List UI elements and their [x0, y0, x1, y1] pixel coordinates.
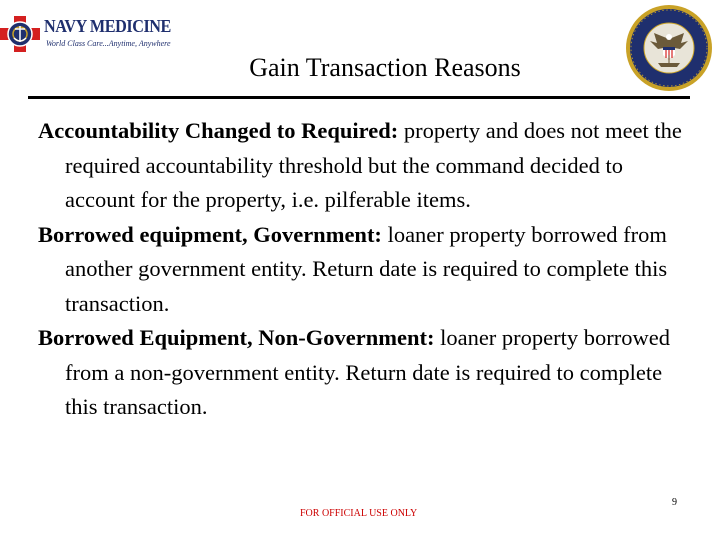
slide-body	[38, 114, 688, 425]
red-cross-anchor-icon	[0, 16, 40, 52]
entry-description: loaner property borrowed from a non-government entity. Return date is required to complete this transaction.	[65, 325, 670, 419]
title-divider	[28, 96, 690, 99]
navy-medicine-logo	[0, 4, 171, 54]
logo-wordmark: NAVY MEDICINE	[44, 16, 171, 36]
list-item	[38, 218, 688, 322]
entry-term: Borrowed equipment, Government:	[38, 221, 382, 247]
entry-term: Accountability Changed to Required:	[38, 118, 399, 143]
list-item	[38, 114, 688, 218]
list-item	[38, 321, 688, 425]
entry-description: property and does not meet the required accountability threshold but the command decided to account for the property, i.e. pilferable items.	[65, 118, 682, 212]
entry-description: loaner property borrowed from another government entity. Return date is required to complete this transaction.	[65, 221, 668, 316]
logo-tagline: World Class Care...Anytime, Anywhere	[46, 39, 171, 48]
slide-title: Gain Transaction Reasons	[249, 53, 521, 82]
classification-footer: FOR OFFICIAL USE ONLY	[300, 508, 418, 519]
page-number: 9	[672, 497, 677, 508]
entry-term: Borrowed Equipment, Non-Government:	[38, 325, 435, 350]
